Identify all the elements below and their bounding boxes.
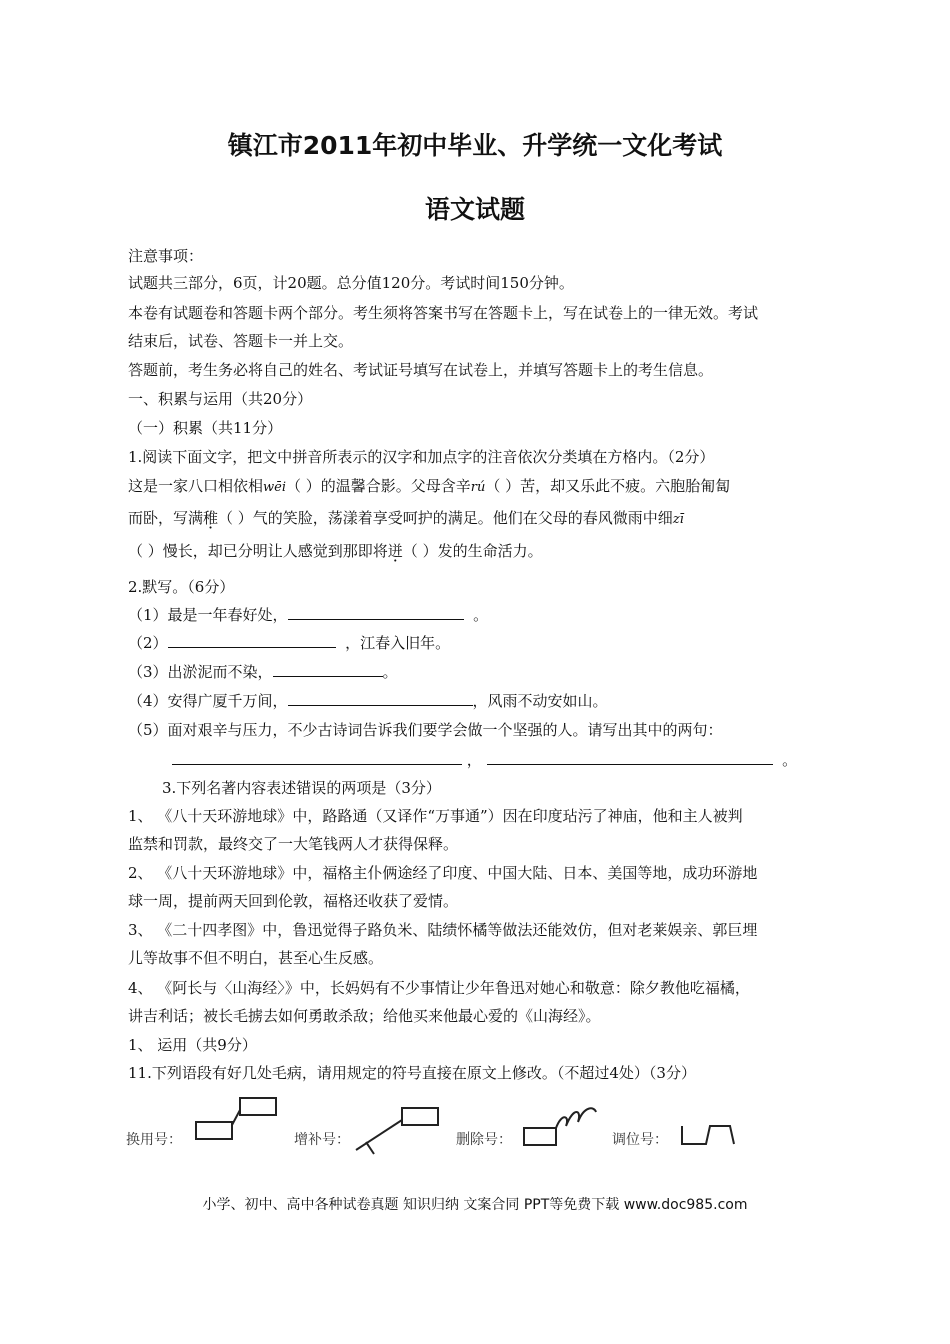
q3-prompt: 3.下列名著内容表述错误的两项是（3分） xyxy=(162,779,441,797)
subsection-1-heading: （一）积累（共11分） xyxy=(128,419,283,437)
swap-symbol-label: 调位号： xyxy=(612,1132,668,1148)
q2-text: ，江春入旧年。 xyxy=(345,634,451,652)
answer-blank[interactable] xyxy=(168,633,336,648)
replace-symbol-label: 换用号： xyxy=(126,1132,182,1148)
exam-subtitle: 语文试题 xyxy=(424,195,525,224)
q2-text: （2） xyxy=(128,634,168,652)
replace-symbol-icon xyxy=(196,1098,276,1139)
dotted-character: 稚 xyxy=(203,509,219,527)
answer-blank[interactable] xyxy=(273,662,383,677)
q2-text: （3）出淤泥而不染， xyxy=(128,663,273,681)
q3-option-3b: 儿等故事不但不明白，甚至心生反感。 xyxy=(128,949,384,967)
pinyin: zī xyxy=(672,512,684,527)
answer-blank[interactable] xyxy=(288,691,473,706)
notice-line-1: 试题共三部分，6页，计20题。总分值120分。考试时间150分钟。 xyxy=(128,274,574,292)
notice-line-4: 答题前，考生务必将自己的姓名、考试证号填写在试卷上，并填写答题卡上的考生信息。 xyxy=(128,361,714,379)
q2-text: （1）最是一年春好处， xyxy=(128,606,288,624)
insert-symbol-label: 增补号： xyxy=(294,1132,350,1148)
q1-line-1 xyxy=(128,476,730,498)
q2-item-5-blanks xyxy=(172,750,797,770)
exam-title: 镇江市2011年初中毕业、升学统一文化考试 xyxy=(227,131,723,160)
page-footer: 小学、初中、高中各种试卷真题 知识归纳 文案合同 PPT等免费下载 www.doc985.com xyxy=(202,1197,748,1213)
q2-text: 。 xyxy=(473,606,489,624)
q2-item-5: （5）面对艰辛与压力，不少古诗词告诉我们要学会做一个坚强的人。请写出其中的两句： xyxy=(128,721,723,739)
q1-text: （ ）的温馨合影。父母含辛 xyxy=(286,477,471,495)
q1-text: （ ）苦，却又乐此不疲。六胞胎匍匐 xyxy=(485,477,731,495)
swap-symbol-icon xyxy=(682,1126,734,1144)
q2-text: ，风雨不动安如山。 xyxy=(472,692,608,710)
q2-prompt: 2.默写。（6分） xyxy=(128,578,235,596)
q1-text: 这是一家八口相依相 xyxy=(128,477,264,495)
section-use-heading: 1、 运用（共9分） xyxy=(128,1036,257,1054)
notice-heading: 注意事项： xyxy=(128,247,204,265)
q2-item-2 xyxy=(128,633,450,653)
q2-text: ， xyxy=(466,751,482,769)
q2-text: （4）安得广厦千万间， xyxy=(128,692,288,710)
dotted-character: 迸 xyxy=(387,542,403,560)
q3-option-2a: 2、 《八十天环游地球》中，福格主仆俩途经了印度、中国大陆、日本、美国等地，成功环游地 xyxy=(128,864,758,882)
delete-symbol-icon xyxy=(524,1108,596,1145)
pinyin: wēi xyxy=(263,480,286,495)
q1-line-3 xyxy=(128,541,543,561)
insert-symbol-icon xyxy=(356,1108,438,1154)
q3-option-4a: 4、 《阿长与〈山海经〉》中，长妈妈有不少事情让少年鲁迅对她心和敬意：除夕教他吃福橘， xyxy=(128,979,750,997)
q1-text: （ ）慢长，却已分明让人感觉到那即将 xyxy=(128,542,388,560)
q2-text: 。 xyxy=(382,663,398,681)
q3-option-4b: 讲吉利话；被长毛掳去如何勇敢杀敌；给他买来他最心爱的《山海经》。 xyxy=(128,1007,601,1025)
q2-item-4 xyxy=(128,691,608,711)
pinyin: rú xyxy=(470,480,486,495)
answer-blank[interactable] xyxy=(487,750,773,765)
q3-option-2b: 球一周，提前两天回到伦敦，福格还收获了爱情。 xyxy=(128,892,459,910)
q2-item-3 xyxy=(128,662,398,682)
q3-option-1a: 1、 《八十天环游地球》中，路路通（又译作“万事通”）因在印度玷污了神庙，他和主人被判 xyxy=(128,807,743,825)
q1-text: 而卧，写满 xyxy=(128,509,204,527)
q3-option-1b: 监禁和罚款，最终交了一大笔钱两人才获得保释。 xyxy=(128,835,459,853)
answer-blank[interactable] xyxy=(172,750,462,765)
delete-symbol-label: 删除号： xyxy=(456,1132,512,1148)
q3-option-3a: 3、 《二十四孝图》中，鲁迅觉得子路负米、陆绩怀橘等做法还能效仿，但对老莱娱亲、郭巨埋 xyxy=(128,921,758,939)
q2-text: 。 xyxy=(782,751,798,769)
q11-prompt: 11.下列语段有好几处毛病，请用规定的符号直接在原文上修改。（不超过4处）（3分） xyxy=(128,1064,696,1082)
notice-line-3: 结束后，试卷、答题卡一并上交。 xyxy=(128,332,354,350)
section-1-heading: 一、积累与运用（共20分） xyxy=(128,390,313,408)
correction-symbols-figure xyxy=(126,1092,746,1172)
q1-prompt: 1.阅读下面文字，把文中拼音所表示的汉字和加点字的注音依次分类填在方格内。（2分） xyxy=(128,448,715,466)
answer-blank[interactable] xyxy=(288,605,464,620)
notice-line-2: 本卷有试题卷和答题卡两个部分。考生须将答案书写在答题卡上，写在试卷上的一律无效。考试 xyxy=(128,304,759,322)
q1-line-2 xyxy=(128,508,684,530)
q1-text: （ ）发的生命活力。 xyxy=(402,542,543,560)
q2-item-1 xyxy=(128,605,488,625)
q1-text: （ ）气的笑脸，荡漾着享受呵护的满足。他们在父母的春风微雨中细 xyxy=(218,509,673,527)
